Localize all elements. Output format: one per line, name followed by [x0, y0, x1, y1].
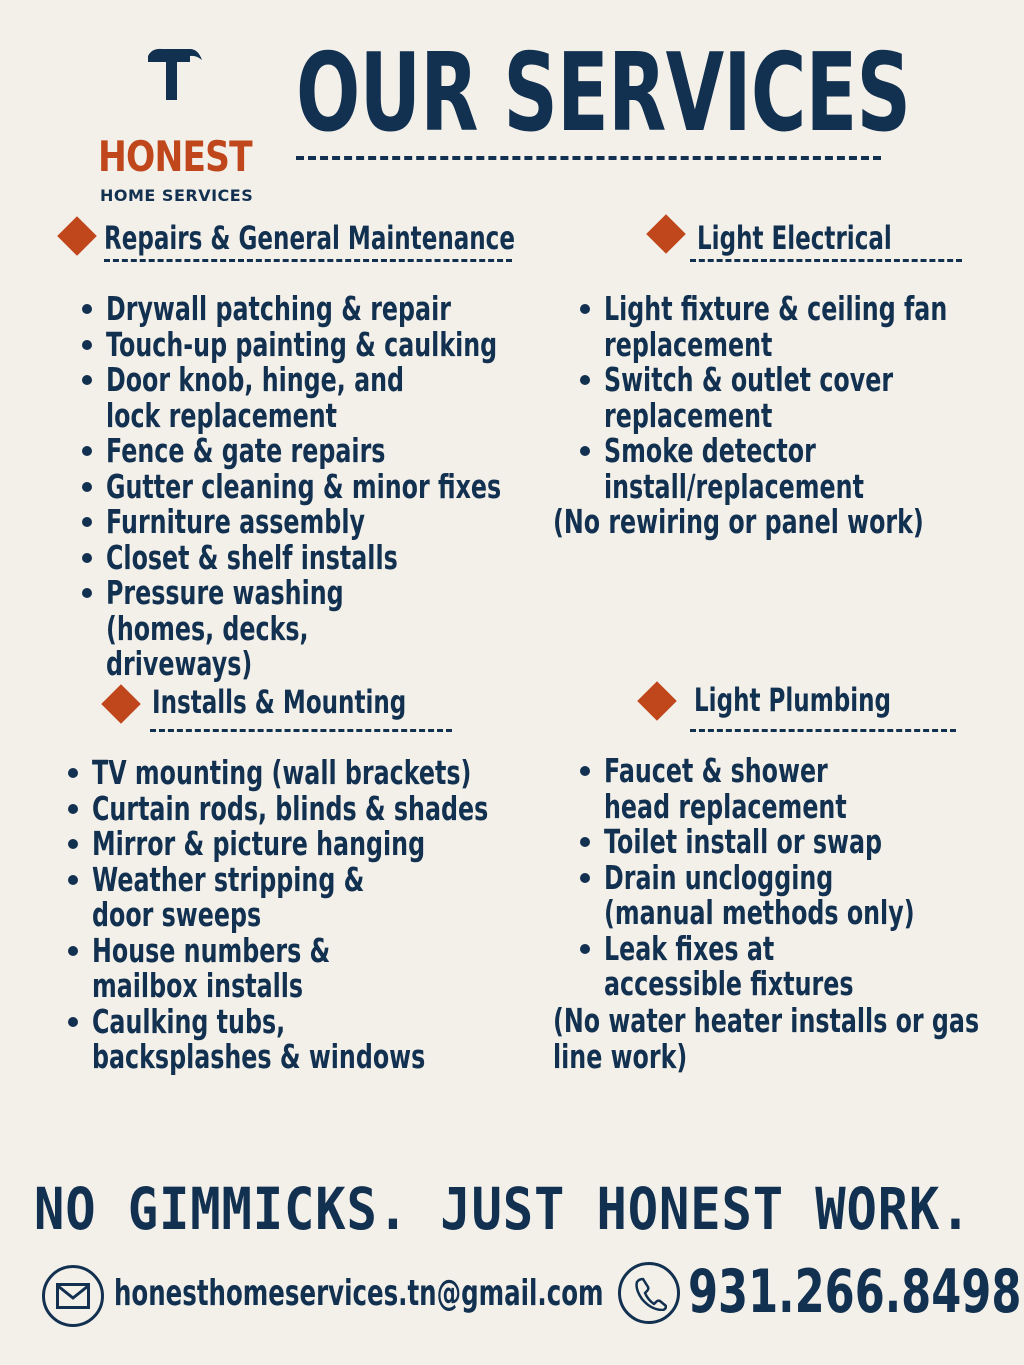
- list-item: Drywall patching & repair: [82, 291, 512, 327]
- list-item: TV mounting (wall brackets): [68, 755, 498, 791]
- envelope-icon: [42, 1265, 104, 1327]
- bullet-icon: [580, 375, 590, 385]
- section-divider: [150, 729, 452, 732]
- brand-logo: [90, 40, 260, 205]
- bullet-icon: [82, 304, 92, 314]
- repairs-list: [82, 291, 512, 682]
- list-item: Weather stripping & door sweeps: [68, 862, 498, 933]
- list-item: House numbers & mailbox installs: [68, 933, 498, 1004]
- electrical-note: (No rewiring or panel work): [553, 502, 924, 541]
- bullet-icon: [68, 946, 78, 956]
- tagline: NO GIMMICKS. JUST HONEST WORK.: [34, 1175, 972, 1243]
- section-heading-repairs: Repairs & General Maintenance: [104, 219, 515, 257]
- section-divider: [690, 259, 962, 262]
- plumbing-note: (No water heater installs or gas line work): [553, 1001, 980, 1076]
- bullet-icon: [580, 304, 590, 314]
- list-item: Closet & shelf installs: [82, 540, 512, 576]
- bullet-icon: [580, 837, 590, 847]
- bullet-icon: [82, 340, 92, 350]
- electrical-list: [580, 291, 960, 504]
- section-heading-electrical: Light Electrical: [697, 219, 892, 257]
- bullet-icon: [580, 944, 590, 954]
- bullet-icon: [82, 553, 92, 563]
- bullet-icon: [82, 375, 92, 385]
- list-item: Switch & outlet cover replacement: [580, 362, 960, 433]
- diamond-icon: [637, 681, 677, 721]
- list-item: Pressure washing (homes, decks, driveways): [82, 575, 512, 682]
- bullet-icon: [68, 768, 78, 778]
- diamond-icon: [57, 216, 97, 256]
- section-divider: [690, 729, 956, 732]
- list-item: Toilet install or swap: [580, 824, 960, 860]
- bullet-icon: [82, 517, 92, 527]
- list-item: Light fixture & ceiling fan replacement: [580, 291, 960, 362]
- phone-number[interactable]: 931.266.8498: [688, 1257, 1022, 1327]
- list-item: Touch-up painting & caulking: [82, 327, 512, 363]
- list-item: Mirror & picture hanging: [68, 826, 498, 862]
- section-heading-plumbing: Light Plumbing: [694, 681, 891, 719]
- bullet-icon: [82, 482, 92, 492]
- page-title: OUR SERVICES: [296, 31, 911, 156]
- list-item: Caulking tubs, backsplashes & windows: [68, 1004, 498, 1075]
- section-divider: [104, 259, 512, 262]
- bullet-icon: [68, 839, 78, 849]
- list-item: Furniture assembly: [82, 504, 512, 540]
- list-item: Curtain rods, blinds & shades: [68, 791, 498, 827]
- bullet-icon: [82, 588, 92, 598]
- section-heading-installs: Installs & Mounting: [152, 683, 407, 721]
- list-item: Faucet & shower head replacement: [580, 753, 960, 824]
- hammer-icon: [146, 46, 204, 102]
- bullet-icon: [68, 804, 78, 814]
- bullet-icon: [82, 446, 92, 456]
- diamond-icon: [646, 214, 686, 254]
- bullet-icon: [580, 873, 590, 883]
- email-link[interactable]: honesthomeservices.tn@gmail.com: [114, 1273, 604, 1314]
- list-item: Fence & gate repairs: [82, 433, 512, 469]
- list-item: Drain unclogging (manual methods only): [580, 860, 960, 931]
- title-divider: [296, 156, 881, 160]
- list-item: Gutter cleaning & minor fixes: [82, 469, 512, 505]
- bullet-icon: [580, 446, 590, 456]
- installs-list: [68, 755, 498, 1075]
- phone-icon: [618, 1262, 680, 1324]
- brand-subtitle: HOME SERVICES: [100, 186, 254, 205]
- diamond-icon: [101, 684, 141, 724]
- plumbing-list: [580, 753, 960, 1002]
- list-item: Door knob, hinge, and lock replacement: [82, 362, 512, 433]
- bullet-icon: [68, 1017, 78, 1027]
- brand-name: HONEST: [98, 132, 252, 181]
- list-item: Smoke detector install/replacement: [580, 433, 960, 504]
- list-item: Leak fixes at accessible fixtures: [580, 931, 960, 1002]
- bullet-icon: [580, 766, 590, 776]
- bullet-icon: [68, 875, 78, 885]
